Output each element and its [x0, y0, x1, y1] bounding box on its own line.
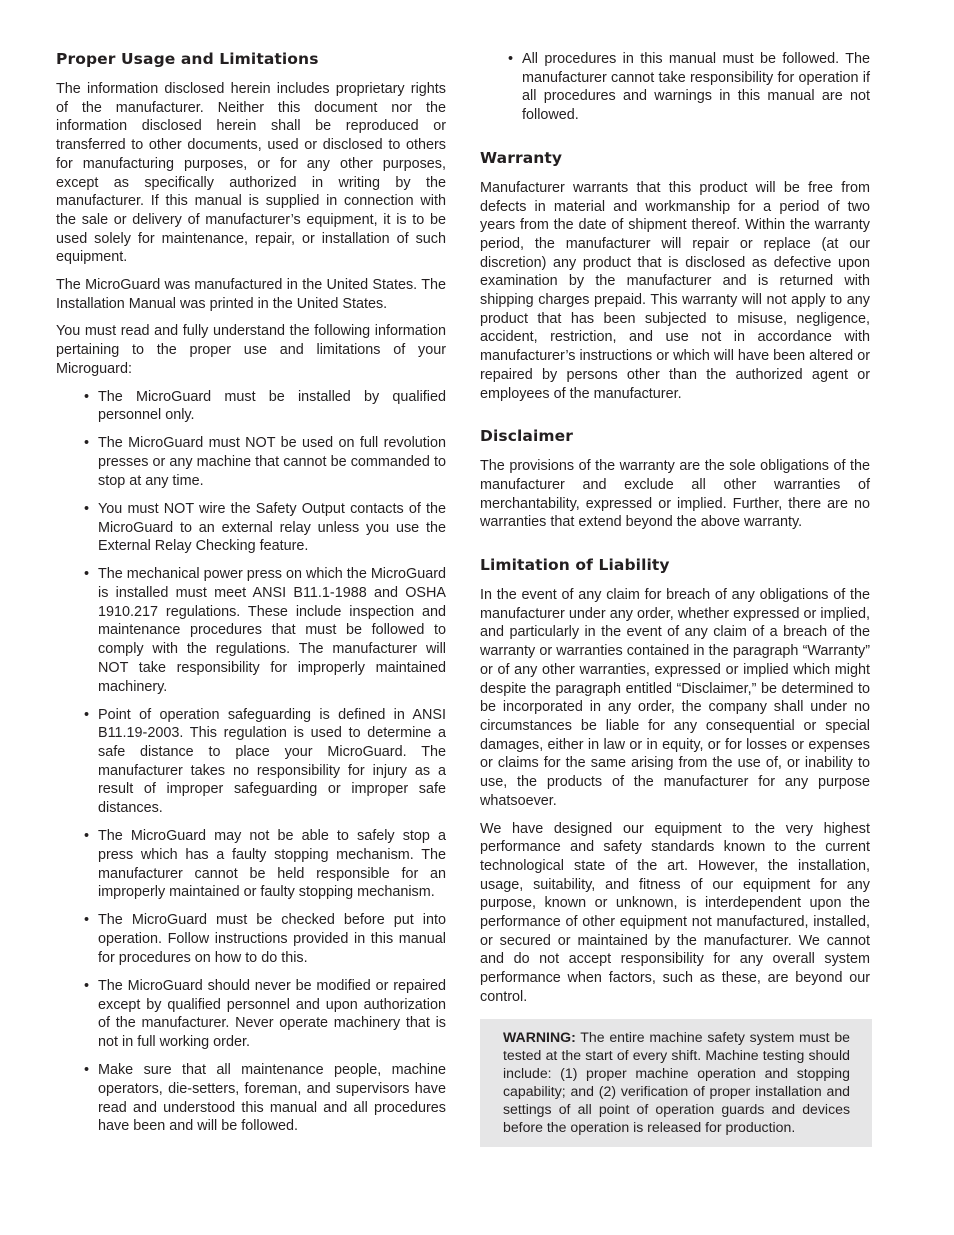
continued-list — [480, 50, 870, 125]
usage-limitations-list — [56, 388, 446, 1136]
list-item: • All procedures in this manual must be followed. The manufacturer cannot take responsibility for operation if all procedures and warnings in this manual are not followed. — [508, 50, 870, 125]
disclaimer-paragraph: The provisions of the warranty are the sole obligations of the manufacturer and exclude all other warranties of merchantability, expressed or implied. Further, there are no warranties that extend beyond the above warranty. — [480, 458, 870, 531]
warranty-section — [480, 149, 870, 403]
warning-label: WARNING: — [503, 1028, 576, 1045]
liability-section — [480, 556, 870, 1006]
list-item: • The MicroGuard may not be able to safely stop a press which has a faulty stopping mechanism. The manufacturer cannot be held responsible for an improperly maintained or faulty stopping mechanism. — [84, 827, 446, 902]
right-column — [480, 50, 870, 1147]
proper-usage-heading: Proper Usage and Limitations — [56, 50, 319, 68]
list-item: • The MicroGuard must be checked before put into operation. Follow instructions provided in this manual for procedures on how to do this. — [84, 911, 446, 967]
liability-heading: Limitation of Liability — [480, 556, 670, 575]
warning-box — [480, 1019, 872, 1148]
disclaimer-heading: Disclaimer — [480, 427, 573, 446]
read-understand-paragraph: You must read and fully understand the following information pertaining to the proper use and limitations of your Microguard: — [56, 323, 446, 377]
warning-text — [503, 1028, 850, 1137]
list-item: • The mechanical power press on which the MicroGuard is installed must meet ANSI B11.1-1988 and OSHA 1910.217 regulations. These include inspection and maintenance procedures that must be followed to comply with the regulations. The manufacturer will NOT take responsibility for improperly maintained machinery. — [84, 565, 446, 696]
liability-paragraph: In the event of any claim for breach of any obligations of the manufacturer under any order, whether expressed or implied, and particularly in the event of any claim of a breach of the warranty or warranties contained in the paragraph “Warranty” or of any other warranties, expressed or implied which might despite the paragraph entitled “Disclaimer,” be determined to be incorporated in any order, the company shall under no circumstances be liable for any consequential or special damages, either in law or in equity, or for losses or expenses or claims for the same arising from the use of, or inability to use, the products of the manufacturer for any purpose whatsoever. — [480, 587, 870, 809]
list-item: • The MicroGuard must NOT be used on full revolution presses or any machine that cannot be commanded to stop at any time. — [84, 434, 446, 490]
equipment-design-paragraph: We have designed our equipment to the very highest performance and safety standards known to the current technological state of the art. However, the installation, usage, suitability, and fitness of our equipment for any purpose, known or unknown, is interdependent upon the performance of other equipment not manufactured, installed, or secured or maintained by the manufacturer. We cannot and do not accept responsibility for any overall system performance when factors, such as these, are beyond our control. — [480, 820, 870, 1005]
warranty-heading: Warranty — [480, 148, 563, 167]
list-item: • Point of operation safeguarding is defined in ANSI B11.19-2003. This regulation is used to determine a safe distance to place your MicroGuard. The manufacturer takes no responsibility for injury as a result of improper safeguarding or improper safe distances. — [84, 706, 446, 818]
list-item: • Make sure that all maintenance people, machine operators, die-setters, foreman, and supervisors have read and understood this manual and all procedures have been and will be followed. — [84, 1061, 446, 1136]
manufactured-in-paragraph: The MicroGuard was manufactured in the United States. The Installation Manual was printed in the United States. — [56, 277, 446, 312]
list-item: • The MicroGuard must be installed by qualified personnel only. — [84, 388, 446, 425]
warranty-paragraph: Manufacturer warrants that this product will be free from defects in material and workmanship for a period of two years from the date of shipment thereof. Within the warranty period, the manufacturer will repair or replace (at our discretion) any product that is disclosed as defective upon examination by the manufacturer and is returned with shipping charges prepaid. This warranty will not apply to any product that has been subjected to misuse, negligence, accident, restriction, and use not in accordance with manufacturer’s instructions or which will have been altered or repaired by persons other than the authorized agent or employees of the manufacturer. — [480, 179, 870, 402]
disclaimer-section — [480, 427, 870, 532]
list-item: • The MicroGuard should never be modified or repaired except by qualified personnel and upon authorization of the manufacturer. Never operate machinery that is not in full working order. — [84, 977, 446, 1052]
proprietary-rights-paragraph: The information disclosed herein includes proprietary rights of the manufacturer. Neither this document nor the information disclosed herein shall be reproduced or transferred to other documents, used or disclosed to others for manufacturing purposes, or for any other purposes, except as specifically authorized in writing by the manufacturer. If this manual is supplied in connection with the sale or delivery of manufacturer’s equipment, it is to be used solely for maintenance, repair, or installation of such equipment. — [56, 81, 446, 266]
warning-body: The entire machine safety system must be tested at the start of every shift. Machine testing should include: (1) proper machine operation and stopping capability; and (2) verification of proper installation and settings of all point of operation guards and devices before the operation is released for production. — [503, 1028, 850, 1135]
left-column — [56, 50, 446, 1145]
list-item: • You must NOT wire the Safety Output contacts of the MicroGuard to an external relay unless you use the External Relay Checking feature. — [84, 500, 446, 556]
